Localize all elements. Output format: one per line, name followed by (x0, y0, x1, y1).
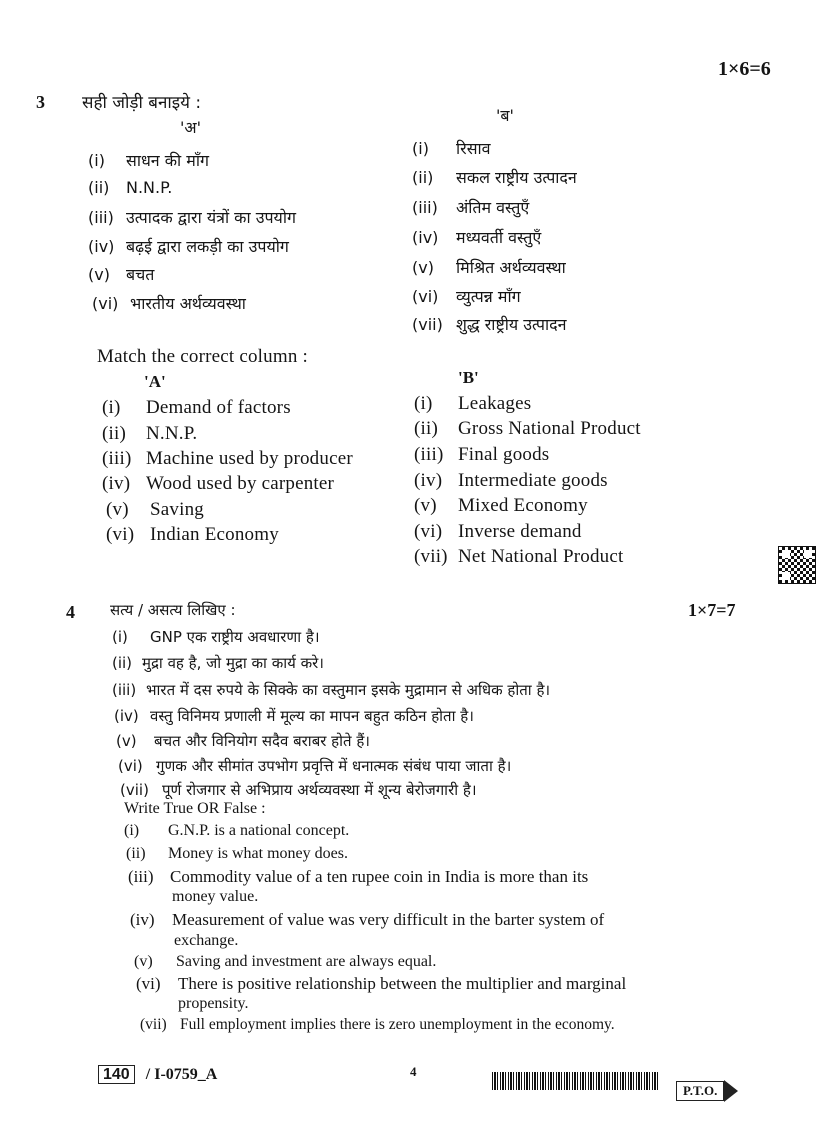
list-item: (iv) Wood used by carpenter (102, 473, 335, 494)
list-item: (ii) Gross National Product (414, 418, 641, 439)
list-item: (i) GNP एक राष्ट्रीय अवधारणा है। (112, 628, 320, 646)
paper-code-text: / I-0759_A (145, 1066, 218, 1083)
q3-title-en: Match the correct column : (97, 346, 308, 367)
list-item: (v) बचत और विनियोग सदैव बराबर होते हैं। (116, 732, 370, 750)
list-item: (i) साधन की माँग (88, 151, 210, 170)
q3-col-b-hi-header: 'ब' (496, 106, 514, 125)
list-item-continuation: money value. (172, 888, 259, 905)
list-item: (vi) Indian Economy (106, 524, 279, 545)
list-item-continuation: propensity. (178, 995, 249, 1012)
list-item: (vii) Net National Product (414, 546, 624, 567)
list-item: (v) Mixed Economy (414, 495, 588, 516)
list-item: (iv) Measurement of value was very difficult in the barter system of (130, 910, 605, 929)
list-item: (i) G.N.P. is a national concept. (124, 822, 350, 839)
arrow-right-icon (724, 1080, 738, 1102)
list-item: (i) रिसाव (412, 139, 491, 158)
list-item: (vi) There is positive relationship between the multiplier and marginal (136, 974, 627, 993)
list-item: (iv) बढ़ई द्वारा लकड़ी का उपयोग (88, 237, 289, 256)
list-item: (v) बचत (88, 265, 155, 284)
list-item: (vi) Inverse demand (414, 521, 582, 542)
q3-col-a-hi-header: 'अ' (180, 118, 202, 137)
q3-number: 3 (36, 92, 45, 112)
list-item: (iv) Intermediate goods (414, 470, 608, 491)
q4-title-hi: सत्य / असत्य लिखिए : (110, 601, 236, 619)
barcode-icon (492, 1072, 660, 1090)
page-number: 4 (410, 1064, 417, 1079)
paper-code (98, 1064, 217, 1084)
list-item: (i) Leakages (414, 393, 532, 414)
list-item: (vii) पूर्ण रोजगार से अभिप्राय अर्थव्यवस्था में शून्य बेरोजगारी है। (120, 781, 477, 799)
list-item: (ii) N.N.P. (88, 178, 173, 197)
list-item-continuation: exchange. (174, 932, 239, 949)
list-item: (iii) अंतिम वस्तुएँ (412, 198, 530, 217)
list-item: (iv) वस्तु विनिमय प्रणाली में मूल्य का मापन बहुत कठिन होता है। (114, 707, 474, 725)
list-item: (v) मिश्रित अर्थव्यवस्था (412, 258, 566, 277)
q4-number: 4 (66, 602, 75, 622)
list-item: (v) Saving (106, 499, 204, 520)
list-item: (vi) व्युत्पन्न माँग (412, 287, 521, 306)
list-item: (iii) उत्पादक द्वारा यंत्रों का उपयोग (88, 208, 296, 227)
q3-col-b-en-header: 'B' (458, 368, 479, 387)
list-item: (ii) मुद्रा वह है, जो मुद्रा का कार्य करे। (112, 654, 324, 672)
list-item: (iii) भारत में दस रुपये के सिक्के का वस्तुमान इसके मुद्रामान से अधिक होता है। (112, 681, 551, 699)
list-item: (vii) Full employment implies there is zero unemployment in the economy. (140, 1016, 615, 1033)
q4-marks: 1×7=7 (688, 600, 736, 620)
q3-col-a-en-header: 'A' (144, 372, 166, 391)
q3-marks: 1×6=6 (718, 58, 771, 80)
list-item: (iii) Commodity value of a ten rupee coin in India is more than its (128, 867, 589, 886)
qr-code-icon (778, 546, 816, 584)
list-item: (iii) Machine used by producer (102, 448, 353, 469)
list-item: (iii) Final goods (414, 444, 550, 465)
list-item: (ii) N.N.P. (102, 423, 198, 444)
q3-title-hi: सही जोड़ी बनाइये : (82, 93, 202, 113)
list-item: (vii) शुद्ध राष्ट्रीय उत्पादन (412, 315, 567, 334)
list-item: (vi) गुणक और सीमांत उपभोग प्रवृत्ति में धनात्मक संबंध पाया जाता है। (118, 757, 512, 775)
list-item: (iv) मध्यवर्ती वस्तुएँ (412, 228, 542, 247)
list-item: (vi) भारतीय अर्थव्यवस्था (92, 294, 246, 313)
pto-indicator (676, 1080, 738, 1102)
list-item: (v) Saving and investment are always equal. (134, 953, 437, 970)
paper-box-code: 140 (98, 1065, 135, 1084)
list-item: (ii) सकल राष्ट्रीय उत्पादन (412, 168, 577, 187)
q4-title-en: Write True OR False : (124, 800, 266, 817)
pto-label: P.T.O. (676, 1081, 724, 1101)
list-item: (ii) Money is what money does. (126, 845, 348, 862)
list-item: (i) Demand of factors (102, 397, 291, 418)
